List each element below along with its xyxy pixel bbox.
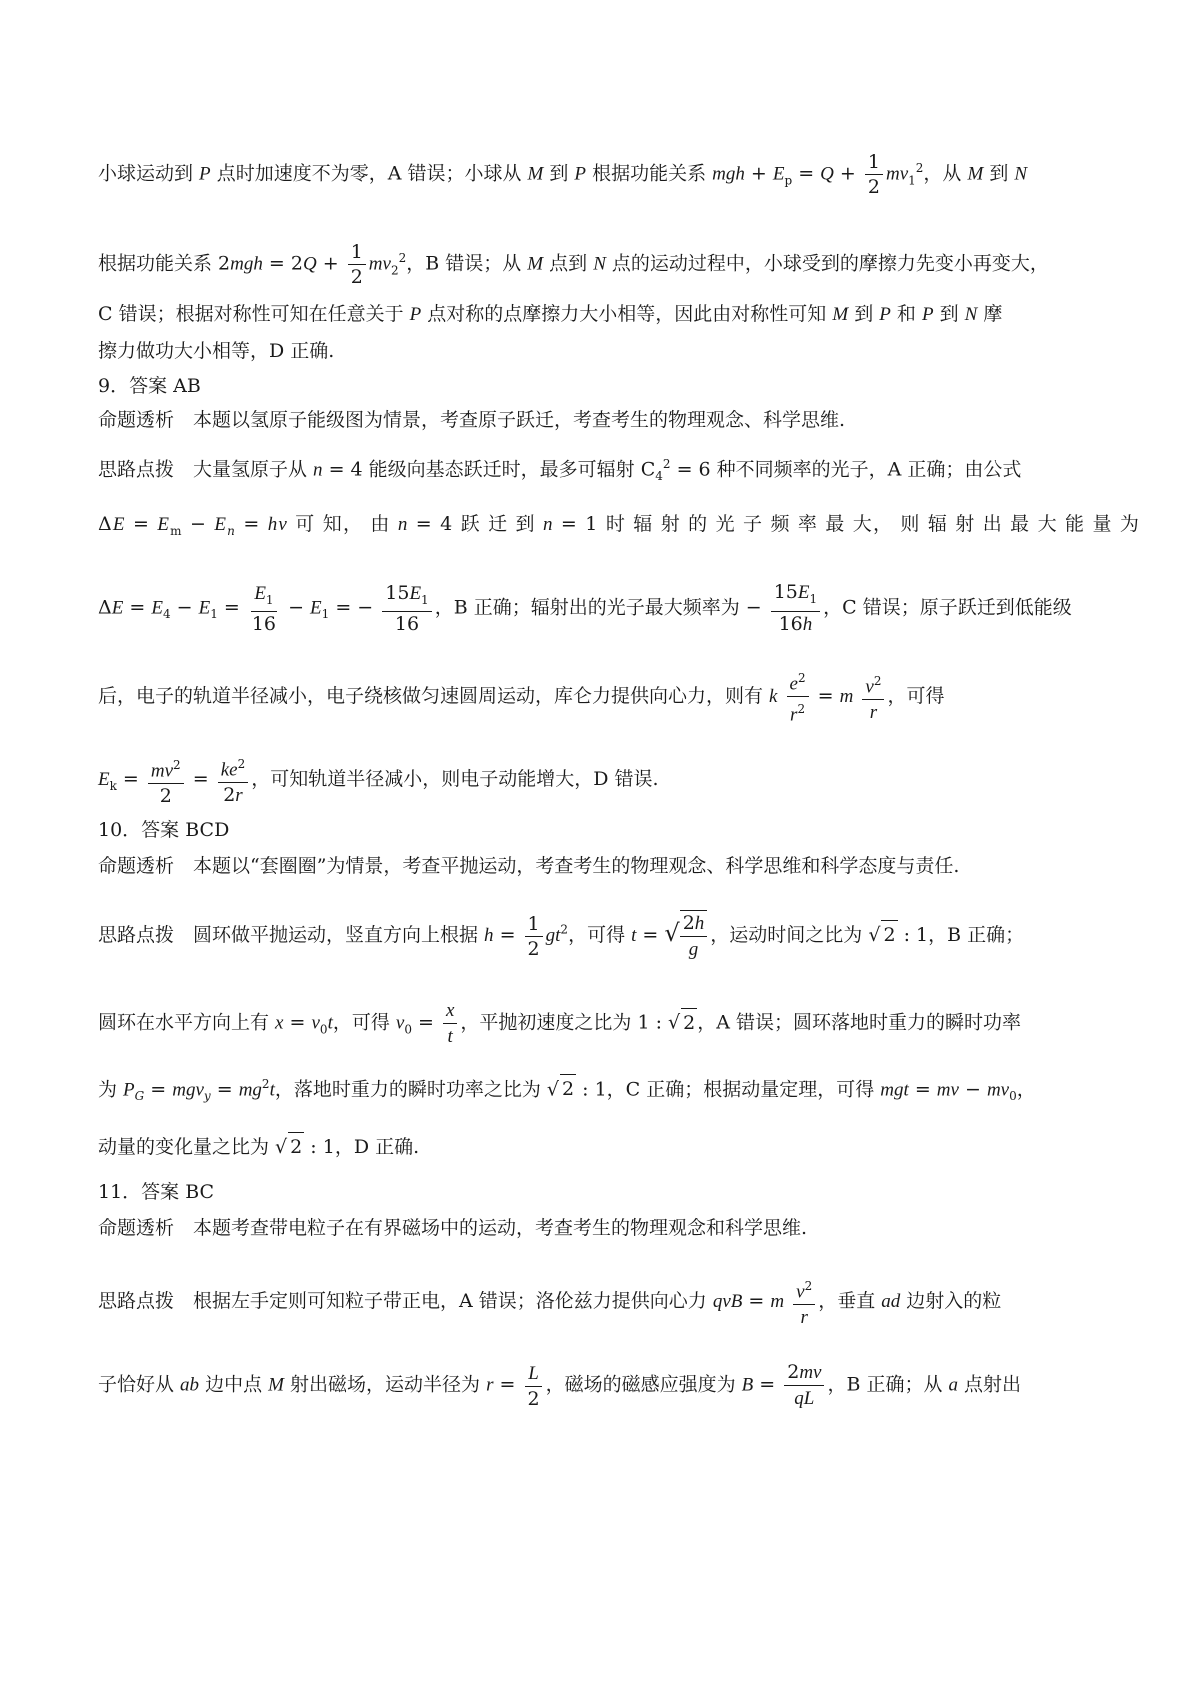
text-line: 圆环在水平方向上有 $x = v_0t$，可得 $v_0$ = $\frac{x}{t}$ ，平抛初速度之比为 1 : √ 2 ，A 错误；圆环落地时重力的瞬时功率 [98,1000,1021,1047]
text-line: C 错误；根据对称性可知在任意关于 P 点对称的点摩擦力大小相等，因此由对称性可知 M 到 P 和 P 到 N 摩 [98,303,1003,325]
answer-heading: 9．答案 AB [98,375,201,397]
text-line: 思路点拨 圆环做平抛运动，竖直方向上根据 h = $\frac{1}{2}$ $gt^2$，可得 t = √ $\frac{2h}{g}$ ，运动时间之比为 √ 2 : 1，B 正确； [98,912,1025,960]
text-line: 小球运动到 P 点时加速度不为零，A 错误；小球从 M 到 P 根据功能关系 mgh + $E_p = Q$ + $\frac{1}{2}$ $mv_1^2$，从 M 到 N [98,151,1028,198]
text-line: 动量的变化量之比为 √ 2 : 1，D 正确. [98,1132,1110,1161]
text-line: 命题透析 本题以氢原子能级图为情景，考查原子跃迁，考查考生的物理观念、科学思维. [98,409,846,431]
text-line: $\Delta E = E_m - E_n = h\nu$ 可 知， 由 n = 4 跃 迁 到 n = 1 时 辐 射 的 光 子 频 率 最 大， 则 辐 射 出 最 大 能 量 为 [98,513,1141,538]
text-line: 为 $P_G = mgv_y = mg^2t$，落地时重力的瞬时功率之比为 √ 2 : 1，C 正确；根据动量定理，可得 mgt = mv − $mv_0$， [98,1070,1110,1110]
text-line: 命题透析 本题以“套圈圈”为情景，考查平抛运动，考查考生的物理观念、科学思维和科学态度与责任. [98,855,960,877]
text-line: 思路点拨 根据左手定则可知粒子带正电，A 错误；洛伦兹力提供向心力 qvB = m $\frac{v^2}{r}$ ，垂直 ad 边射入的粒 [98,1274,1110,1330]
text-line: $\Delta E = E_4 - E_1$ = $\frac{E_1}{16}$ − $E_1$ = − $\frac{15E_1}{16}$ ，B 正确；辐射出的光子最大频率为 − $\frac{15E_1}{16h}$ ，C 错误；原子跃迁到低能级 [98,581,1072,636]
text-line: $E_k$ = $\frac{mv^2}{2}$ = $\frac{ke^2}{2r}$ ，可知轨道半径减小，则电子动能增大，D 错误. [98,752,1110,808]
text-line: 思路点拨 大量氢原子从 n = 4 能级向基态跃迁时，最多可辐射 $C_4^2 = 6$ 种不同频率的光子，A 正确；由公式 [98,457,1022,484]
text-line: 命题透析 本题考查带电粒子在有界磁场中的运动，考查考生的物理观念和科学思维. [98,1217,808,1239]
answer-heading: 11．答案 BC [98,1181,215,1203]
text-line: 根据功能关系 2mgh = 2Q + $\frac{1}{2}$ $mv_2^2$，B 错误；从 M 点到 N 点的运动过程中，小球受到的摩擦力先变小再变大， [98,241,1049,288]
answer-heading: 10．答案 BCD [98,819,230,841]
text-line: 子恰好从 ab 边中点 M 射出磁场，运动半径为 r = $\frac{L}{2}$ ，磁场的磁感应强度为 B = $\frac{2mv}{qL}$ ，B 正确；从 a 点射出 [98,1361,1022,1410]
text-line: 后，电子的轨道半径减小，电子绕核做匀速圆周运动，库仑力提供向心力，则有 k $\frac{e^2}{r^2}$ = m $\frac{v^2}{r}$ ，可得 [98,666,1110,728]
text-line: 擦力做功大小相等，D 正确. [98,340,335,362]
